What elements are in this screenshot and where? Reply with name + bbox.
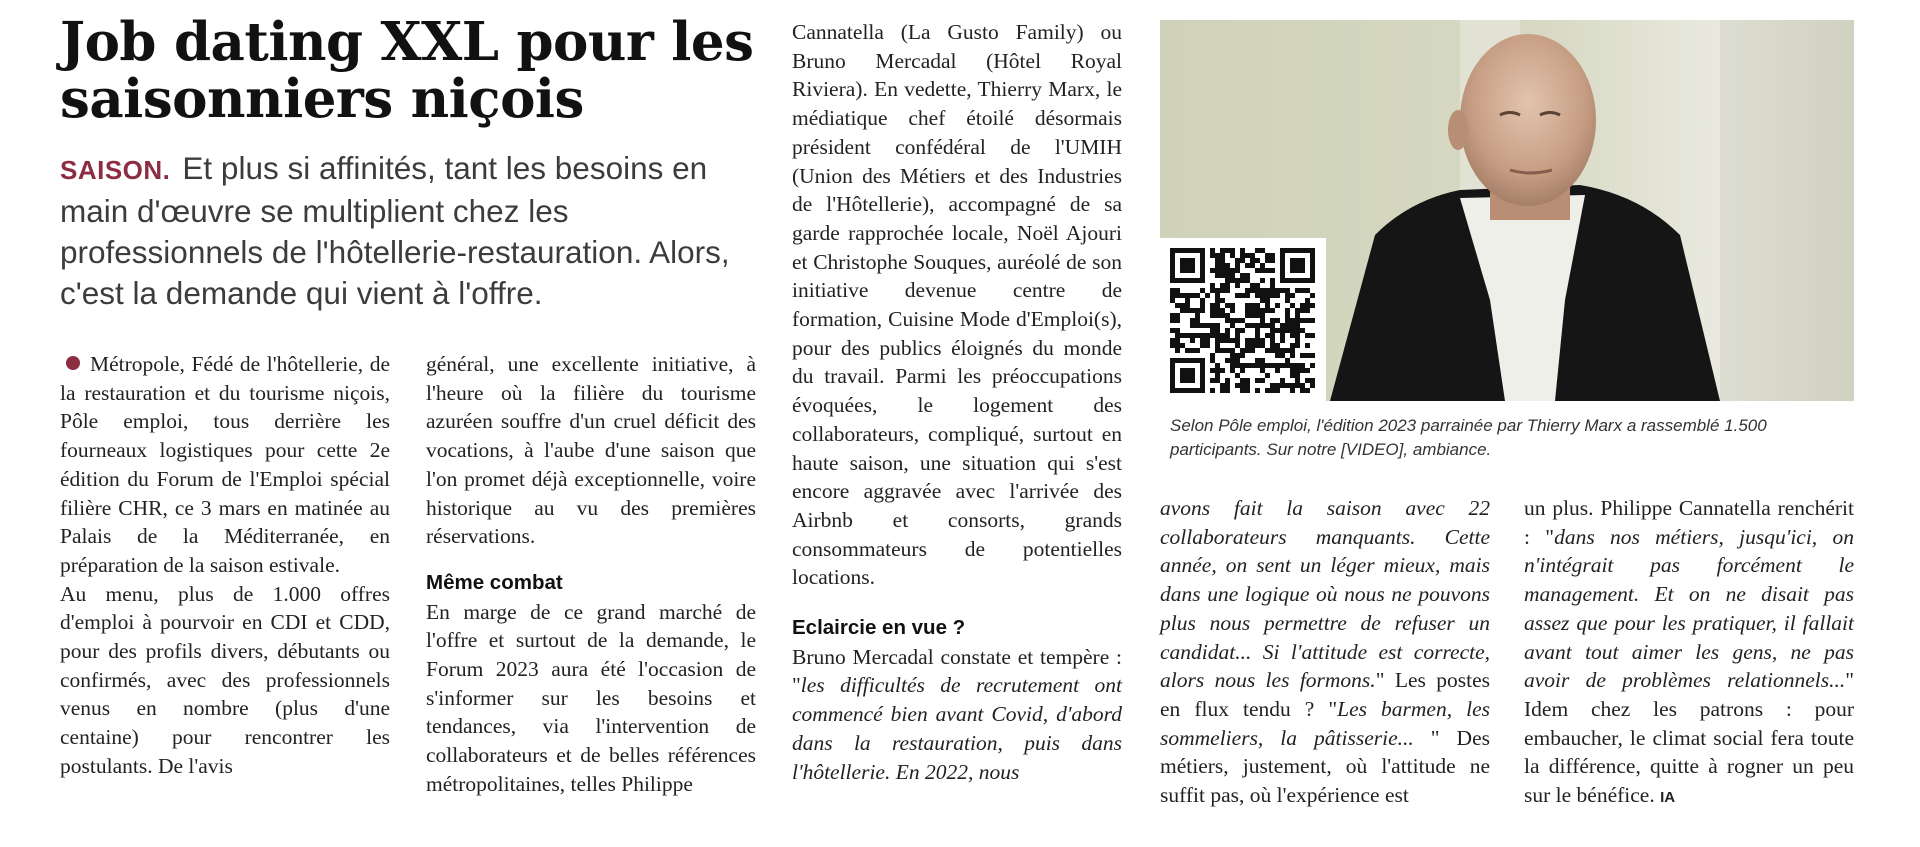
kicker: SAISON.	[60, 155, 171, 185]
paragraph: général, une excellente initiative, à l'heure où la filière du tourisme azuréen souffre d'un cruel déficit des vocations, à l'aube d'une saison que l'on promet déjà exceptionnelle, voire historique au vu des premières réservations.	[426, 352, 756, 549]
subheading: Eclaircie en vue ?	[792, 616, 966, 640]
paragraph: avons fait la saison avec 22 collaborateurs manquants. Cette année, on sent un léger mieux, mais dans une logique où nous ne pouvons plus nous permettre de refuser un candidat... Si l'attitude est correcte, alors nous les formons." Les postes en flux tendu ? "Les barmen, les sommeliers, la pâtisserie... " Des métiers, justement, où l'attitude ne suffit pas, où l'expérience est	[1160, 496, 1491, 808]
subheading: Même combat	[426, 570, 563, 594]
quote: Les barmen, les sommeliers, la pâtisserie...	[1160, 696, 1491, 750]
qr-code[interactable]	[1158, 238, 1326, 402]
deck-text: Et plus si affinités, tant les besoins en main d'œuvre se multiplient chez les professionnels de l'hôtellerie-restauration. Alors, c'est la demande qui vient à l'offre.	[60, 150, 730, 311]
paragraph: Au menu, plus de 1.000 offres d'emploi à pourvoir en CDI et CDD, pour des profils divers, débutants ou confirmés, avec des professionnels venus en nombre (plus d'une centaine) pour rencontrer les postulants. De l'avis	[60, 581, 390, 778]
column-1	[60, 350, 390, 781]
column-2	[426, 350, 756, 799]
paragraph: En marge de ce grand marché de l'offre et surtout de la demande, le Forum 2023 aura été l'occasion de s'informer sur les besoins et tendances, via l'intervention de collaborateurs et de belles références métropolitaines, telles Philippe	[426, 599, 756, 796]
column-4	[1160, 494, 1490, 810]
photo-caption: Selon Pôle emploi, l'édition 2023 parrainée par Thierry Marx a rassemblé 1.500 participants. Sur notre [VIDEO], ambiance.	[1170, 416, 1767, 459]
paragraph: Bruno Mercadal constate et tempère : "les difficultés de recrutement ont commencé bien avant Covid, d'abord dans la restauration, puis dans l'hôtellerie. En 2022, nous	[792, 644, 1122, 784]
bullet-icon	[66, 356, 80, 370]
paragraph: un plus. Philippe Cannatella renchérit : "dans nos métiers, jusqu'ici, on n'intégrait pas forcément le management. Et on ne disait pas assez que pour les pratiquer, il fallait avant tout aimer les gens, ne pas avoir de problèmes relationnels..." Idem chez les patrons : pour embaucher, le climat social fera toute la différence, quitte à rogner un peu sur le bénéfice. IA	[1524, 496, 1854, 808]
column-5	[1524, 494, 1854, 813]
author-signature: IA	[1660, 789, 1676, 807]
deck	[60, 148, 760, 314]
column-3	[792, 18, 1122, 786]
headline: Job dating XXL pour les saisonniers niçois	[60, 11, 754, 130]
quote: dans nos métiers, jusqu'ici, on n'intégrait pas forcément le management. Et on ne disait pas assez que pour les pratiquer, il fallait avant tout aimer les gens, ne pas avoir de problèmes relationnels...	[1524, 524, 1854, 693]
quote: les difficultés de recrutement ont commencé bien avant Covid, d'abord dans la restauration, puis dans l'hôtellerie. En 2022, nous	[792, 673, 1122, 784]
paragraph: Métropole, Fédé de l'hôtellerie, de la restauration et du tourisme niçois, Pôle emploi, tous derrière les fourneaux logistiques pour cette 2e édition du Forum de l'Emploi spécial filière CHR, ce 3 mars en matinée au Palais de la Méditerranée, en préparation de la saison estivale.	[60, 352, 390, 577]
qr-code-icon	[1158, 238, 1326, 402]
paragraph: Cannatella (La Gusto Family) ou Bruno Mercadal (Hôtel Royal Riviera). En vedette, Thierry Marx, le médiatique chef étoilé désormais président confédéral de l'UMIH (Union des Métiers et des Industries de l'Hôtellerie), accompagné de sa garde rapprochée locale, Noël Ajouri et Christophe Souques, auréolé de son initiative devenue centre de formation, Cuisine Mode d'Emploi(s), pour des publics éloignés du monde du travail. Parmi les préoccupations évoquées, le logement des collaborateurs, compliqué, surtout en haute saison, une situation qui s'est encore aggravée avec l'arrivée des Airbnb et consorts, grands consommateurs de potentielles locations.	[792, 20, 1122, 590]
quote: avons fait la saison avec 22 collaborateurs manquants. Cette année, on sent un léger mieux, mais dans une logique où nous ne pouvons plus nous permettre de refuser un candidat... Si l'attitude est correcte, alors nous les formons.	[1160, 496, 1490, 693]
